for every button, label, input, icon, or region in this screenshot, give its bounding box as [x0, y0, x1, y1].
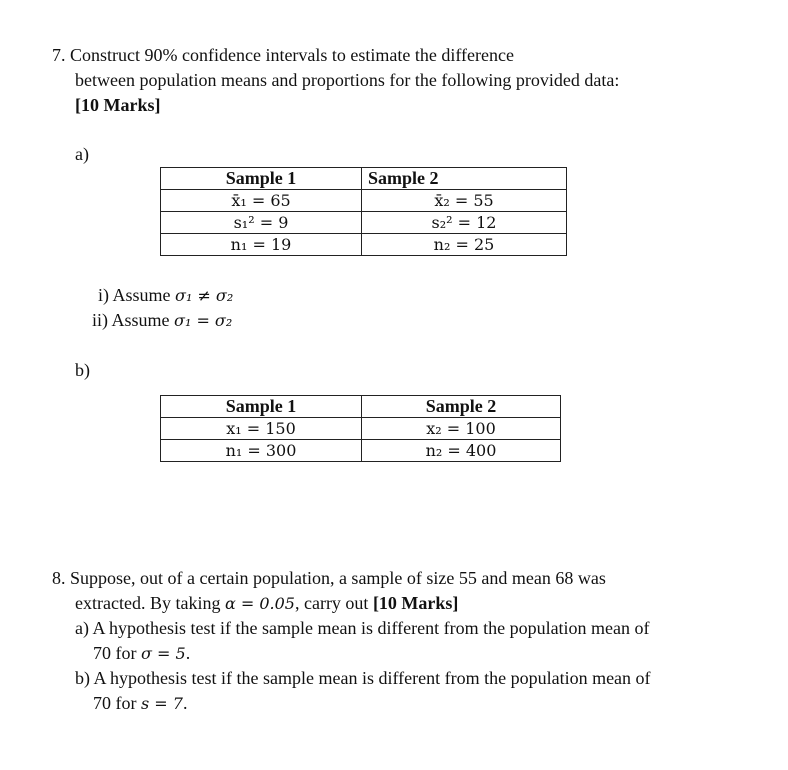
math-expression: σ = 5 [141, 644, 186, 663]
table-cell: s₂² = 12 [362, 212, 567, 234]
q8-text-line2: extracted. By taking α = 0.05, carry out [10 Marks] [75, 593, 459, 613]
q8-line1 [52, 566, 606, 590]
q8b-line1: b) A hypothesis test if the sample mean is different from the population mean of [75, 668, 651, 688]
table-header-sample1: Sample 1 [161, 396, 362, 418]
q7-line1 [52, 43, 514, 67]
q7a-label: a) [75, 144, 89, 164]
table-cell: n₁ = 19 [161, 234, 362, 256]
table-row [161, 234, 567, 256]
q8-number: 8. [52, 568, 66, 588]
table-cell: s₁² = 9 [161, 212, 362, 234]
table-cell: n₂ = 25 [362, 234, 567, 256]
q8a-line1: a) A hypothesis test if the sample mean is different from the population mean of [75, 618, 650, 638]
q7a-assumption-i: i) Assume σ₁ ≠ σ₂ [98, 285, 234, 305]
table-row [161, 440, 561, 462]
q7-marks: [10 Marks] [75, 95, 161, 115]
table-row [161, 418, 561, 440]
table-header-sample1: Sample 1 [161, 168, 362, 190]
q7b-table [160, 395, 561, 462]
table-header-sample2: Sample 2 [362, 396, 561, 418]
table-header-sample2: Sample 2 [362, 168, 567, 190]
table-cell: n₁ = 300 [161, 440, 362, 462]
q7b-label: b) [75, 360, 90, 380]
table-cell: n₂ = 400 [362, 440, 561, 462]
q8-text-line1: Suppose, out of a certain population, a sample of size 55 and mean 68 was [70, 568, 606, 588]
q7-number: 7. [52, 45, 66, 65]
math-expression: σ₁ = σ₂ [174, 311, 233, 330]
table-header-row [161, 168, 567, 190]
q7-text-line2: between population means and proportions for the following provided data: [75, 70, 620, 90]
q7a-table [160, 167, 567, 256]
q8b-line2: 70 for s = 7. [93, 693, 188, 713]
q7a-assumption-ii: ii) Assume σ₁ = σ₂ [92, 310, 233, 330]
table-cell: x̄₂ = 55 [362, 190, 567, 212]
q8a-line2: 70 for σ = 5. [93, 643, 191, 663]
math-expression: s = 7 [141, 694, 183, 713]
table-header-row [161, 396, 561, 418]
table-row [161, 212, 567, 234]
table-cell: x₂ = 100 [362, 418, 561, 440]
q7-text-line1: Construct 90% confidence intervals to estimate the difference [70, 45, 515, 65]
table-row [161, 190, 567, 212]
q8-marks: [10 Marks] [372, 593, 459, 613]
math-expression: σ₁ ≠ σ₂ [175, 286, 234, 305]
table-cell: x̄₁ = 65 [161, 190, 362, 212]
table-cell: x₁ = 150 [161, 418, 362, 440]
math-expression: α = 0.05 [224, 594, 295, 613]
